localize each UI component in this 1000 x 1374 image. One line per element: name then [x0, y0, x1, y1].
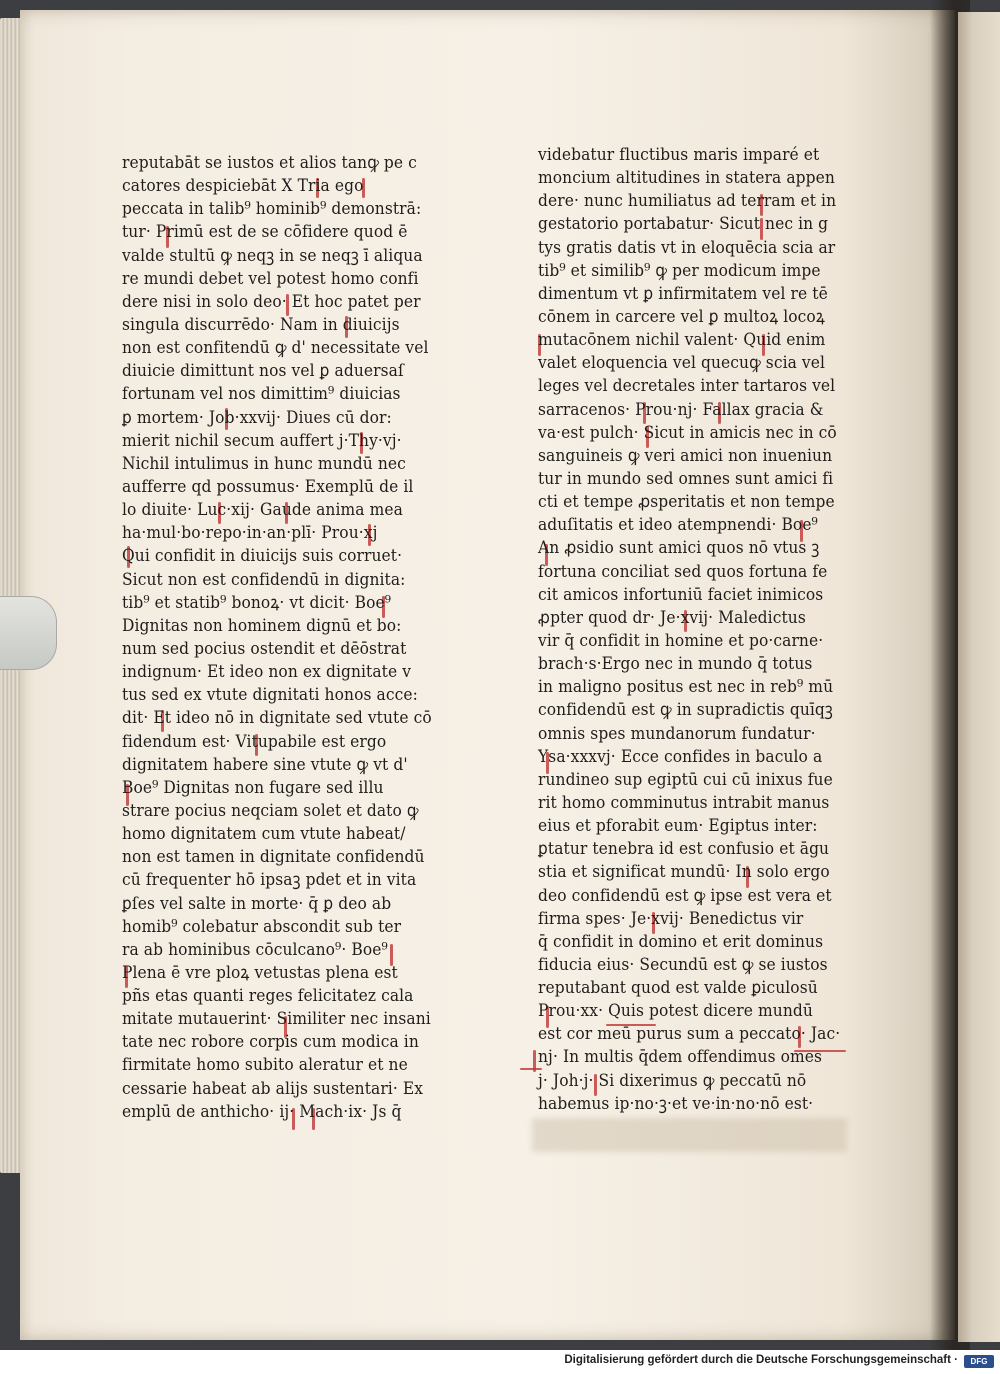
text-line: eius et pforabit eum· Egiptus inter: — [538, 816, 818, 837]
text-line: Nichil intulimus in hunc mundū nec — [122, 453, 406, 474]
footer-bar — [0, 1350, 1000, 1374]
text-line: homo dignitatem cum vtute habeat/ — [122, 824, 406, 845]
text-line: cit amicos infortuniū faciet inimicos — [538, 584, 824, 605]
right-text-column — [538, 144, 874, 1116]
text-line: tur in mundo sed omnes sunt amici fi — [538, 468, 834, 489]
text-line: ha·mul·bo·repo·in·an·plī· Prou·xj — [122, 523, 378, 544]
text-line: pñs etas quanti reges felicitatez cala — [122, 986, 414, 1007]
text-line: j· Joh·j· Si dixerimus ꝙ peccatū nō — [538, 1070, 807, 1091]
text-line: ꝑtatur tenebra id est confusio et āgu — [538, 839, 830, 860]
text-line: brach·s·Ergo nec in mundo q̄ totus — [538, 654, 813, 675]
text-line: tys gratis datis vt in eloquēcia scia ar — [538, 237, 836, 258]
text-line: deo confidendū est ꝙ ipse est vera et — [538, 885, 832, 906]
text-line: moncium altitudines in statera appen — [538, 168, 835, 189]
text-line: non est confitendū ꝙ d' necessitate vel — [122, 338, 429, 359]
text-line: reputabant quod est valde ꝑiculosū — [538, 978, 818, 999]
text-line: dere nisi in solo deo· Et hoc patet per — [122, 291, 421, 312]
text-line: fidendum est· Vitupabile est ergo — [122, 731, 387, 752]
text-line: fortuna conciliat sed quos fortuna fe — [538, 561, 828, 582]
text-line: mierit nichil secum auffert j·Thy·vj· — [122, 430, 402, 451]
text-line: Plena ē vre ploꝝ vetustas plena est — [122, 962, 398, 983]
text-line: diuicie dimittunt nos vel ꝑ aduersaſ — [122, 361, 404, 382]
text-line: ꝑ mortem· Job·xxvij· Diues cū dor: — [122, 407, 392, 428]
text-line: q̄ confidit in domino et erit dominus — [538, 931, 824, 952]
text-line: rundineo sup egiptū cui cū inixus fue — [538, 769, 833, 790]
text-line: aduſitatis et ideo atempnendi· Boe⁹ — [538, 515, 818, 536]
text-line: rit homo comminutus intrabit manus — [538, 792, 830, 813]
text-line: firmitate homo subito aleratur et ne — [122, 1055, 408, 1076]
text-line: catores despiciebāt X Tria ego — [122, 176, 364, 197]
text-line: emplū de anthicho· ij· Mach·ix· Js q̄ — [122, 1101, 402, 1122]
text-line: sarracenos· Prou·nj· Fallax gracia & — [538, 399, 824, 420]
text-line: indignum· Et ideo non ex dignitate v — [122, 662, 412, 683]
text-line: tib⁹ et statib⁹ bonoꝝ· vt dicit· Boe⁹ — [122, 592, 392, 613]
text-line: aufferre qd possumus· Exemplū de il — [122, 476, 414, 497]
text-line: tate nec robore corpis cum modica in — [122, 1032, 419, 1053]
text-line: Dignitas non hominem dignū et bo: — [122, 615, 402, 636]
text-line: firma spes· Je·xvij· Benedictus vir — [538, 908, 804, 929]
footer-credit: Digitalisierung gefördert durch die Deutsche Forschungsgemeinschaft · — [564, 1354, 958, 1366]
text-line: cōnem in carcere vel ꝑ multoꝝ locoꝝ — [538, 306, 825, 327]
dfg-logo: DFG — [964, 1355, 994, 1368]
text-line: dit· Et ideo nō in dignitate sed vtute cō — [122, 708, 432, 729]
text-line: habemus ip·no·ꝫ·et ve·in·no·nō est· — [538, 1093, 814, 1114]
text-line: dimentum vt ꝑ infirmitatem vel re tē — [538, 283, 828, 304]
text-line: mutacōnem nichil valent· Quid enim — [538, 330, 826, 351]
text-line: fortunam vel nos dimittim⁹ diuicias — [122, 384, 401, 405]
text-line: va·est pulch· Sicut in amicis nec in cō — [538, 422, 837, 443]
text-line: peccata in talib⁹ hominib⁹ demonstrā: — [122, 199, 422, 220]
text-line: ꝑſes vel salte in morte· q̄ ꝑ deo ab — [122, 893, 392, 914]
text-line: sanguineis ꝙ veri amici non inueniun — [538, 445, 833, 466]
text-line: Ysa·xxxvj· Ecce confides in baculo a — [538, 746, 823, 767]
text-line: tur· Primū est de se cōfidere quod ē — [122, 222, 408, 243]
text-line: Boe⁹ Dignitas non fugare sed illu — [122, 777, 384, 798]
text-line: leges vel decretales inter tartaros vel — [538, 376, 836, 397]
text-line: valet eloquencia vel quecuꝙ scia vel — [538, 353, 826, 374]
text-line: est cor meū purus sum a peccato· Jac· — [538, 1024, 841, 1045]
text-line: cessarie habeat ab alijs sustentari· Ex — [122, 1078, 424, 1099]
text-line: fiducia eius· Secundū est ꝙ se iustos — [538, 954, 828, 975]
text-line: re mundi debet vel potest homo confi — [122, 268, 419, 289]
text-line: ra ab hominibus cōculcano⁹· Boe⁹ — [122, 939, 388, 960]
text-line: valde stultū ꝙ neqꝫ in se neqꝫ ī aliqua — [122, 245, 423, 266]
text-line: stia et significat mundū· In solo ergo — [538, 862, 830, 883]
text-line: vir q̄ confidit in homine et po·carne· — [538, 630, 824, 651]
text-line: Prou·xx· Quis potest dicere mundū — [538, 1001, 813, 1022]
text-line: ꝓpter quod dr· Je·xvij· Maledictus — [538, 607, 806, 628]
text-line: num sed pocius ostendit et dēōstrat — [122, 638, 407, 659]
text-line: singula discurrēdo· Nam in diuicijs — [122, 314, 400, 335]
text-line: reputabāt se iustos et alios tanꝙ pe c — [122, 153, 417, 173]
text-line: confidendū est ꝙ in supradictis quīqꝫ — [538, 700, 833, 721]
text-line: Qui confidit in diuicijs suis corruet· — [122, 546, 403, 567]
show-through-shadow — [532, 1118, 847, 1152]
text-line: homib⁹ colebatur abscondit sub ter — [122, 916, 402, 937]
text-line: dignitatem habere sine vtute ꝙ vt d' — [122, 754, 408, 775]
text-line: omnis spes mundanorum fundatur· — [538, 723, 816, 744]
facing-page — [958, 12, 1000, 1342]
text-line: non est tamen in dignitate confidendū — [122, 847, 425, 868]
text-line: An ꝓsidio sunt amici quos nō vtus ꝫ — [538, 538, 820, 559]
text-line: mitate mutauerint· Similiter nec insani — [122, 1009, 431, 1030]
text-line: videbatur fluctibus maris imparé et — [538, 145, 820, 165]
text-line: Sicut non est confidendū in dignita: — [122, 569, 406, 590]
page-clip-tab — [0, 596, 57, 670]
text-line: tus sed ex vtute dignitati honos acce: — [122, 685, 418, 706]
text-line: dere· nunc humiliatus ad terram et in — [538, 191, 837, 212]
text-line: nj· In multis q̄dem offendimus omes — [538, 1047, 823, 1068]
text-line: lo diuite· Luc·xij· Gaude anima mea — [122, 500, 403, 521]
text-line: strare pocius neqciam solet et dato ꝙ — [122, 800, 419, 821]
text-line: cti et tempe ꝓsperitatis et non tempe — [538, 492, 835, 513]
text-line: in maligno positus est nec in reb⁹ mū — [538, 677, 834, 698]
text-line: tib⁹ et similib⁹ ꝙ per modicum impe — [538, 260, 821, 281]
left-text-column — [122, 152, 466, 1124]
text-line: cū frequenter hō ipsaꝫ pdet et in vita — [122, 870, 417, 891]
text-line: gestatorio portabatur· Sicut nec in g — [538, 214, 829, 235]
